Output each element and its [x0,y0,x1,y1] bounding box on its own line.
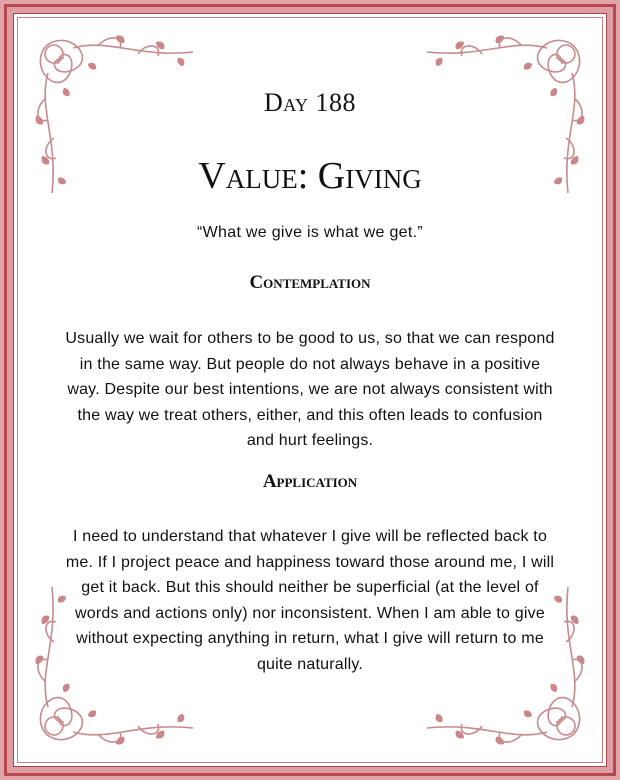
contemplation-heading: Contemplation [249,272,371,293]
contemplation-text: Usually we wait for others to be good to us, so that we can respond in the same way. But people do not always behave in a positive way. Despite our best intentions, we are not always consistent with the way we treat others, either, and this often leads to confusion and hurt feelings. [65,330,555,449]
day-label: Day 188 [263,88,357,117]
inner-frame [13,13,607,767]
quote: “What we give is what we get.” [197,224,423,241]
page-title: Value: Giving [198,155,422,197]
leaf-icon [116,35,125,43]
application-text: I need to understand that whatever I give will be reflected back to me. If I project peace and happiness toward those around me, I will get it back. But this should neither be superficial (at the level of words and actions only) nor inconsistent. When I am able to give without expecting anything in return, what I give will return to me quite naturally. [65,528,555,673]
application-heading: Application [262,471,358,492]
outer-frame [4,4,616,776]
